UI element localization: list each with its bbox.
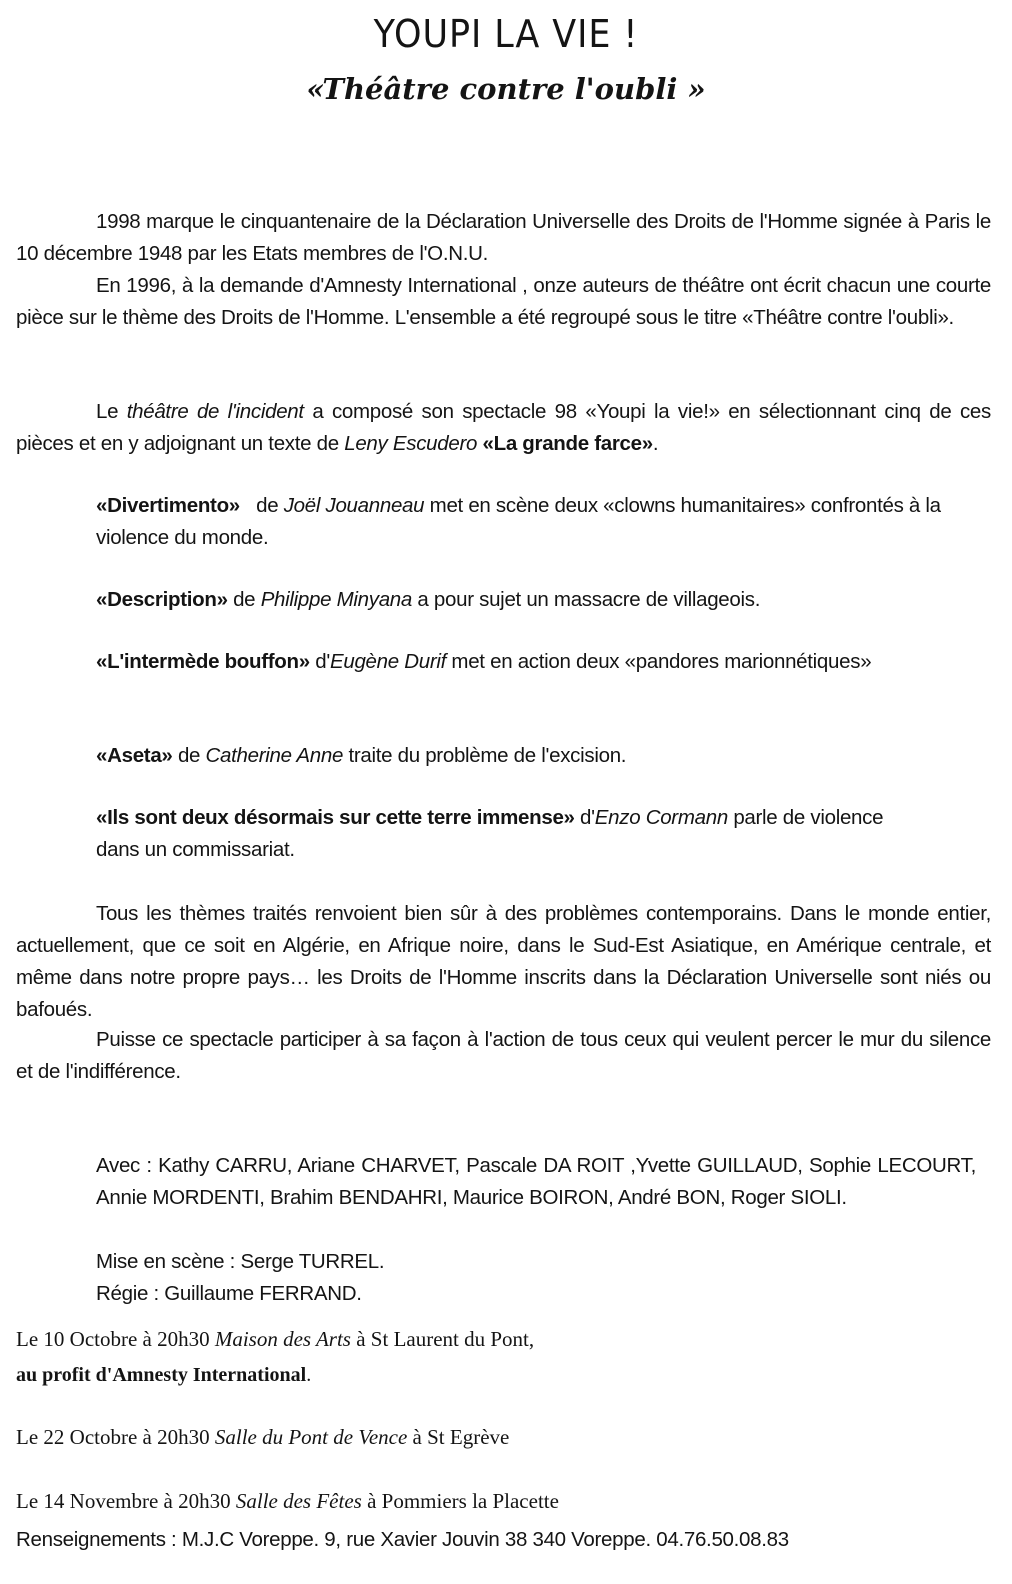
town-text: à St Laurent du Pont, xyxy=(350,1327,535,1351)
company-name: théâtre de l'incident xyxy=(126,400,304,423)
stage-manager-credit: Régie : Guillaume FERRAND. xyxy=(96,1282,362,1305)
cast-list: Avec : Kathy CARRU, Ariane CHARVET, Pascale DA ROIT ,Yvette GUILLAUD, Sophie LECOURT, Annie MORDENTI, Brahim BENDAHRI, Maurice BOIRON, André BON, Roger SIOLI. xyxy=(96,1154,976,1209)
play-title: «Description» xyxy=(96,588,228,611)
play-description: met en action deux «pandores marionnétiques» xyxy=(446,650,872,673)
play-title: «Aseta» xyxy=(96,744,173,767)
page-subtitle: «Théâtre contre l'oubli » xyxy=(306,72,706,106)
text-run: de xyxy=(172,744,206,767)
play-item xyxy=(96,740,976,772)
text-run: . xyxy=(652,432,659,455)
text-run: d' xyxy=(309,650,330,673)
text-run: a composé son spectacle 98 «Youpi la vie!» en sélectionnant cinq de ces pièces et en y adjoignant un texte de xyxy=(16,400,991,455)
page-title: YOUPI LA VIE ! xyxy=(373,12,639,56)
text-run: de xyxy=(239,494,284,517)
play-title: «Ils sont deux désormais sur cette terre immense» xyxy=(96,806,575,829)
town-text: à St Egrève xyxy=(407,1425,510,1449)
text-run: Le xyxy=(96,400,127,423)
play-item xyxy=(96,490,976,554)
play-description: a pour sujet un massacre de villageois. xyxy=(412,588,761,611)
play-author: Philippe Minyana xyxy=(260,588,413,611)
play-item xyxy=(96,802,886,866)
play-author: Enzo Cormann xyxy=(594,806,728,829)
play-author: Catherine Anne xyxy=(205,744,344,767)
performance-date xyxy=(16,1420,996,1454)
contact-info: Renseignements : M.J.C Voreppe. 9, rue Xavier Jouvin 38 340 Voreppe. 04.76.50.08.83 xyxy=(16,1528,789,1551)
play-item xyxy=(96,646,976,678)
play-title: «L'intermède bouffon» xyxy=(96,650,310,673)
author-name: Leny Escudero xyxy=(344,432,478,455)
intro-paragraph-2: En 1996, à la demande d'Amnesty International , onze auteurs de théâtre ont écrit chacun une courte pièce sur le thème des Droits de l'Homme. L'ensemble a été regroupé sous le titre «Théâtre contre l'oubli». xyxy=(16,274,991,329)
director-credit: Mise en scène : Serge TURREL. xyxy=(96,1250,385,1273)
play-author: Eugène Durif xyxy=(329,650,447,673)
play-description: traite du problème de l'excision. xyxy=(343,744,627,767)
text-run: de xyxy=(227,588,261,611)
play-item xyxy=(96,584,976,616)
benefit-note xyxy=(16,1358,996,1392)
benefit-text: au profit d'Amnesty International xyxy=(16,1364,307,1386)
play-description: parle de violence dans un commissariat. xyxy=(96,806,884,861)
venue-name: Salle du Pont de Vence xyxy=(214,1425,408,1449)
play-author: Joël Jouanneau xyxy=(283,494,425,517)
date-text: Le 14 Novembre à 20h30 xyxy=(16,1489,236,1513)
venue-name: Salle des Fêtes xyxy=(235,1489,362,1513)
play-description: met en scène deux «clowns humanitaires» confrontés à la violence du monde. xyxy=(96,494,941,549)
play-title: «Divertimento» xyxy=(96,494,240,517)
text-run: . xyxy=(306,1364,312,1386)
intro-paragraph-1: 1998 marque le cinquantenaire de la Déclaration Universelle des Droits de l'Homme signée à Paris le 10 décembre 1948 par les Etats membres de l'O.N.U. xyxy=(16,210,991,265)
intro-paragraph-3 xyxy=(16,396,991,460)
performance-date xyxy=(16,1484,996,1518)
closing-paragraph-1: Tous les thèmes traités renvoient bien sûr à des problèmes contemporains. Dans le monde entier, actuellement, que ce soit en Algérie, en Afrique noire, dans le Sud-Est Asiatique, en Amérique centrale, et même dans notre propre pays… les Droits de l'Homme inscrits dans la Déclaration Universelle sont niés ou bafoués. xyxy=(16,902,991,1021)
work-title: «La grande farce» xyxy=(477,432,653,455)
performance-date xyxy=(16,1322,996,1356)
text-run: d' xyxy=(574,806,595,829)
date-text: Le 22 Octobre à 20h30 xyxy=(16,1425,215,1449)
town-text: à Pommiers la Placette xyxy=(361,1489,559,1513)
closing-paragraph-2: Puisse ce spectacle participer à sa façon à l'action de tous ceux qui veulent percer le mur du silence et de l'indifférence. xyxy=(16,1028,991,1083)
date-text: Le 10 Octobre à 20h30 xyxy=(16,1327,215,1351)
venue-name: Maison des Arts xyxy=(214,1327,351,1351)
